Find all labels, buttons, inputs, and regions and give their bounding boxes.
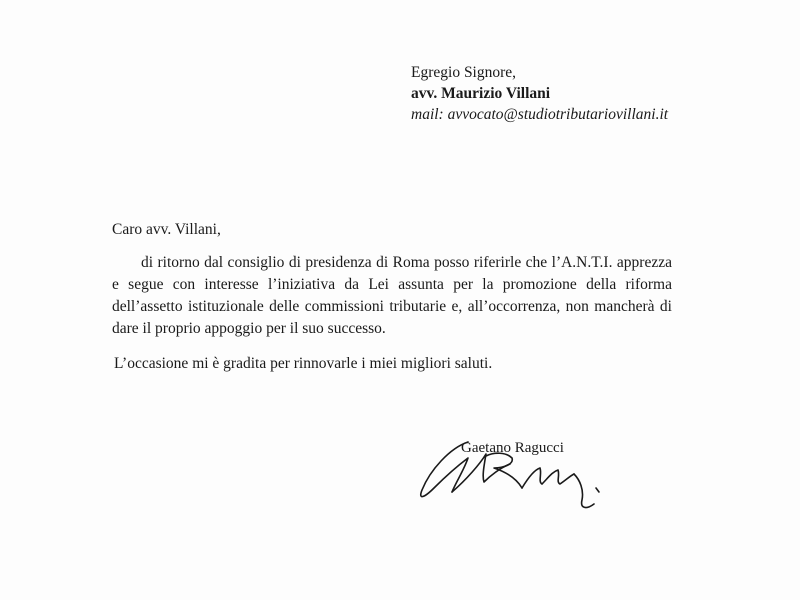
letter-paragraph: di ritorno dal consiglio di presidenza di Roma posso riferirle che l’A.N.T.I. apprezza e segue con interesse l’iniziativa da Lei assunta per la promozione della riforma dell’assetto istituzionale delle commissioni tributarie e, all’occorrenza, non mancherà di dare il proprio appoggio per il suo successo. (112, 254, 672, 337)
letter-body (112, 220, 672, 374)
recipient-block (411, 62, 668, 125)
recipient-email: mail: avvocato@studiotributariovillani.it (411, 106, 669, 123)
handwritten-signature (410, 418, 630, 538)
letter-salutation: Caro avv. Villani, (112, 221, 221, 238)
letter-closing: L’occasione mi è gradita per rinnovarle i miei migliori saluti. (114, 355, 493, 372)
recipient-name: avv. Maurizio Villani (411, 85, 551, 102)
recipient-greeting: Egregio Signore, (411, 64, 517, 81)
signer-name: Gaetano Ragucci (461, 440, 564, 456)
